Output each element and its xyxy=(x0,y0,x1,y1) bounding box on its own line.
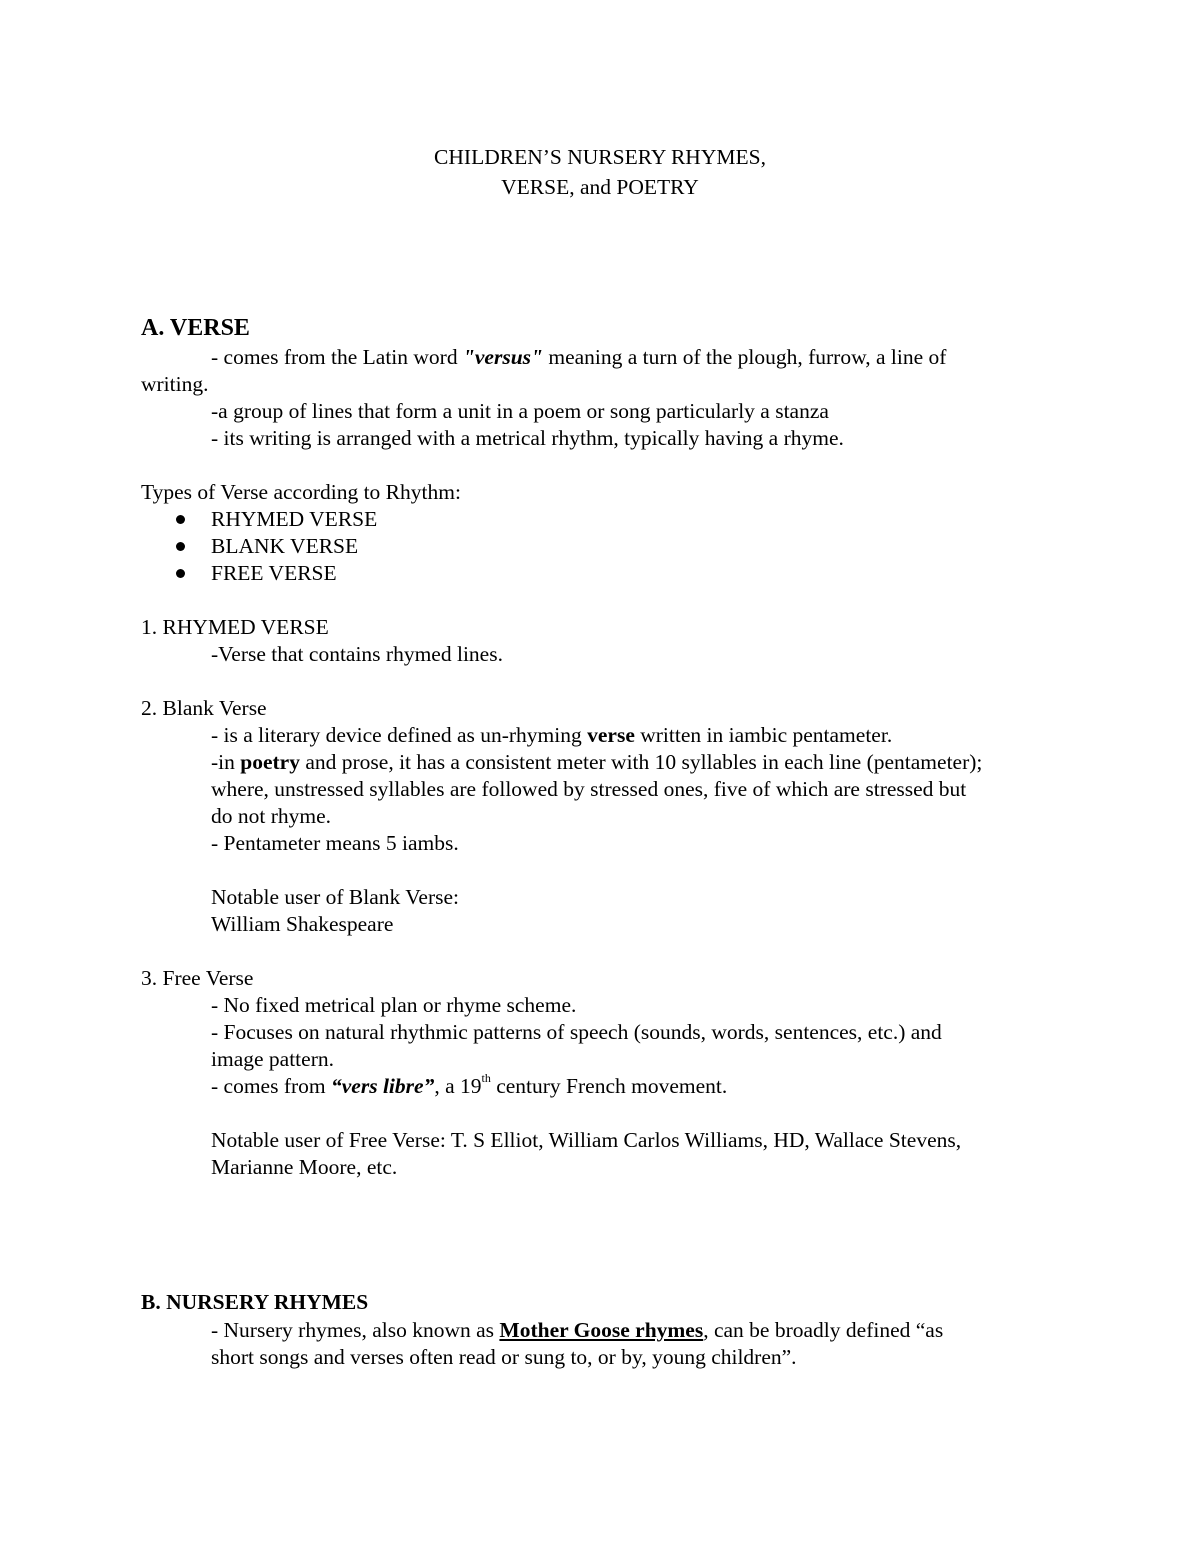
blank-verse-notable-label: Notable user of Blank Verse: xyxy=(211,885,459,909)
blank-verse-line-1: - is a literary device defined as un-rhyming verse written in iambic pentameter. xyxy=(211,723,893,747)
blank-verse-notable-name: William Shakespeare xyxy=(211,912,394,936)
blank-verse-line-4: do not rhyme. xyxy=(211,804,332,828)
blank-verse-heading: 2. Blank Verse xyxy=(141,696,267,720)
blank-verse-line-2: -in poetry and prose, it has a consistent meter with 10 syllables in each line (pentameter); xyxy=(211,750,983,774)
blank-verse-line-5: - Pentameter means 5 iambs. xyxy=(211,831,459,855)
types-label: Types of Verse according to Rhythm: xyxy=(141,480,461,504)
verse-definition-2: -a group of lines that form a unit in a poem or song particularly a stanza xyxy=(211,399,829,423)
section-b-heading: B. NURSERY RHYMES xyxy=(141,1290,369,1314)
section-a-heading: A. VERSE xyxy=(141,315,250,341)
type-item-free: FREE VERSE xyxy=(211,561,337,585)
nursery-rhymes-line-1: - Nursery rhymes, also known as Mother Goose rhymes, can be broadly defined “as xyxy=(211,1318,944,1342)
vers-libre-term: “vers libre” xyxy=(331,1074,435,1098)
free-verse-line-4: - comes from “vers libre”, a 19th century French movement. xyxy=(211,1070,728,1098)
free-verse-line-1: - No fixed metrical plan or rhyme scheme. xyxy=(211,993,577,1017)
free-verse-notable-line-2: Marianne Moore, etc. xyxy=(211,1155,398,1179)
mother-goose-rhymes-link[interactable]: Mother Goose rhymes xyxy=(499,1318,704,1342)
title-line-2: VERSE, and POETRY xyxy=(501,175,699,199)
blank-verse-line-3: where, unstressed syllables are followed by stressed ones, five of which are stressed but xyxy=(211,777,967,801)
free-verse-line-2: - Focuses on natural rhythmic patterns of speech (sounds, words, sentences, etc.) and xyxy=(211,1020,942,1044)
bullet-icon xyxy=(176,515,185,524)
nursery-rhymes-line-2: short songs and verses often read or sung to, or by, young children”. xyxy=(211,1345,797,1369)
bullet-icon xyxy=(176,569,185,578)
verse-definition-1-cont: writing. xyxy=(141,372,209,396)
free-verse-notable-line-1: Notable user of Free Verse: T. S Elliot, William Carlos Williams, HD, Wallace Stevens, xyxy=(211,1128,962,1152)
latin-word-versus: "versus" xyxy=(462,345,543,369)
rhymed-verse-line-1: -Verse that contains rhymed lines. xyxy=(211,642,503,666)
verse-definition-3: - its writing is arranged with a metrical rhythm, typically having a rhyme. xyxy=(211,426,844,450)
rhymed-verse-heading: 1. RHYMED VERSE xyxy=(141,615,329,639)
verse-definition-1: - comes from the Latin word "versus" meaning a turn of the plough, furrow, a line of xyxy=(211,345,947,369)
bullet-icon xyxy=(176,542,185,551)
type-item-blank: BLANK VERSE xyxy=(211,534,359,558)
title-line-1: CHILDREN’S NURSERY RHYMES, xyxy=(434,145,766,169)
free-verse-heading: 3. Free Verse xyxy=(141,966,254,990)
free-verse-line-3: image pattern. xyxy=(211,1047,334,1071)
type-item-rhymed: RHYMED VERSE xyxy=(211,507,378,531)
